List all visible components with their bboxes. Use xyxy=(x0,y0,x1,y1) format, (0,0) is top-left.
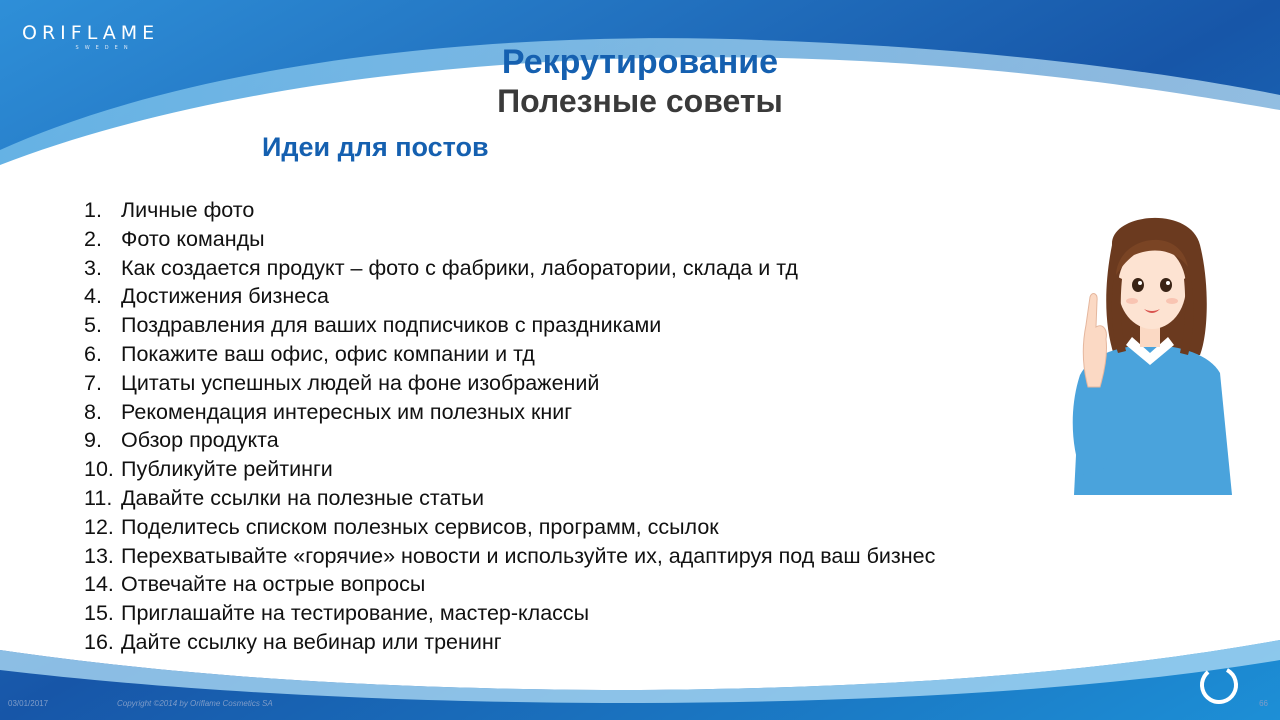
list-item xyxy=(84,426,935,455)
list-text: Поздравления для ваших подписчиков с праздниками xyxy=(121,313,662,338)
list-item xyxy=(84,282,935,311)
list-number: 8. xyxy=(84,399,102,424)
list-number: 15. xyxy=(84,601,114,626)
slide-subtitle: Полезные советы xyxy=(497,83,783,119)
list-text: Приглашайте на тестирование, мастер-классы xyxy=(121,601,590,626)
list-text: Фото команды xyxy=(121,226,265,251)
list-text: Дайте ссылку на вебинар или тренинг xyxy=(121,629,502,654)
list-item xyxy=(84,628,935,657)
list-number: 13. xyxy=(84,543,114,568)
list-text: Покажите ваш офис, офис компании и тд xyxy=(121,341,535,366)
list-text: Обзор продукта xyxy=(121,428,279,453)
list-number: 7. xyxy=(84,370,102,395)
list-text: Рекомендация интересных им полезных книг xyxy=(121,399,573,424)
list-text: Перехватывайте «горячие» новости и используйте их, адаптируя под ваш бизнес xyxy=(121,543,936,568)
list-text: Публикуйте рейтинги xyxy=(121,457,333,482)
list-number: 4. xyxy=(84,284,102,309)
woman-illustration xyxy=(1060,205,1240,497)
slide-title: Рекрутирование xyxy=(501,43,779,81)
oriflame-ring-icon xyxy=(1196,662,1242,708)
brand-sub: SWEDEN xyxy=(75,45,134,51)
list-item xyxy=(84,513,935,542)
list-item xyxy=(84,340,935,369)
list-number: 6. xyxy=(84,341,102,366)
list-text: Цитаты успешных людей на фоне изображений xyxy=(121,370,600,395)
list-text: Поделитесь списком полезных сервисов, программ, ссылок xyxy=(121,514,719,539)
list-number: 1. xyxy=(84,198,102,222)
list-number: 3. xyxy=(84,255,102,280)
list-number: 2. xyxy=(84,226,102,251)
list-item xyxy=(84,455,935,484)
list-number: 14. xyxy=(84,572,114,597)
list-item xyxy=(84,484,935,513)
list-item xyxy=(84,196,935,225)
list-text: Отвечайте на острые вопросы xyxy=(121,572,426,597)
list-item xyxy=(84,398,935,427)
section-heading: Идеи для постов xyxy=(262,132,489,162)
list-number: 11. xyxy=(84,485,113,510)
list-item xyxy=(84,542,935,571)
footer-date: 03/01/2017 xyxy=(8,699,49,708)
list-number: 5. xyxy=(84,313,102,338)
brand-name: ORIFLAME xyxy=(22,22,160,44)
list-number: 10. xyxy=(84,457,114,482)
list-item xyxy=(84,225,935,254)
list-number: 9. xyxy=(84,428,102,453)
list-item xyxy=(84,369,935,398)
list-text: Достижения бизнеса xyxy=(121,284,329,309)
list-text: Как создается продукт – фото с фабрики, лаборатории, склада и тд xyxy=(121,255,798,280)
list-item xyxy=(84,254,935,283)
footer-copyright: Copyright ©2014 by Oriflame Cosmetics SA xyxy=(117,699,273,708)
list-number: 12. xyxy=(84,514,114,539)
ideas-list xyxy=(84,196,935,657)
brand-logo xyxy=(22,22,159,51)
list-item xyxy=(84,311,935,340)
list-text: Давайте ссылки на полезные статьи xyxy=(121,485,485,510)
list-number: 16. xyxy=(84,629,114,654)
page-number: 66 xyxy=(1259,699,1268,708)
list-text: Личные фото xyxy=(121,198,255,222)
list-item xyxy=(84,599,935,628)
list-item xyxy=(84,570,935,599)
